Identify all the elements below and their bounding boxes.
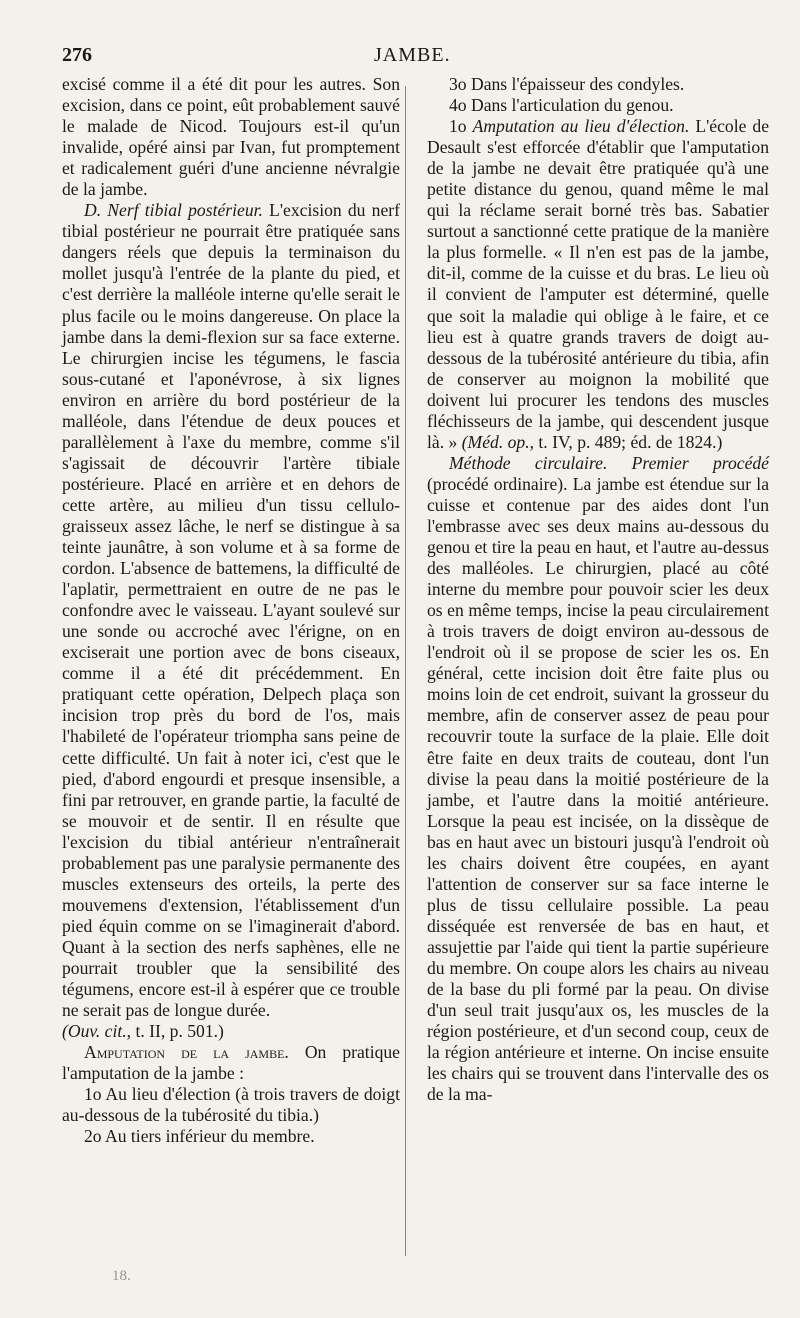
list-item-4: 4o Dans l'articulation du genou.: [449, 95, 674, 116]
page-header: [62, 44, 776, 70]
column-divider: [405, 86, 406, 1256]
right-column: [427, 74, 769, 1105]
citation-rest: , t. IV, p. 489; éd. de 1824.): [529, 431, 723, 452]
list-item-1: 1o Au lieu d'élection (à trois travers de doigt au-dessous de la tubérosité du tibia.): [62, 1084, 400, 1126]
citation-rest: , t. II, p. 501.): [126, 1021, 224, 1042]
running-head: JAMBE.: [374, 44, 451, 66]
citation-italic: (Méd. op.: [461, 431, 530, 452]
signature-mark: 18.: [112, 1268, 131, 1284]
section-number: 1o: [449, 116, 473, 137]
paragraph-lieu-election: [427, 116, 769, 453]
paragraph-amputation: [62, 1042, 400, 1084]
paragraph-body: On pratique l'amputation de la jambe :: [62, 1042, 400, 1084]
left-column: [62, 74, 400, 1147]
paragraph-body: L'école de Desault s'est efforcée d'établir que l'amputation de la jambe ne devait être pratiquée qu'à une petite distance du genou, quand même le mal qui la réclame serait borné très bas. Sabatier surtout a sanctionné cette pratique de la manière la plus formelle. « Il n'en est pas de la jambe, dit-il, comme de la cuisse et du bras. Le lieu où il convient de l'amputer est déterminé, quelle que soit la maladie qui oblige à le faire, et ce lieu est à quatre grands travers de doigt au-dessous de la tubérosité antérieure du tibia, afin de conserver au moignon la mobilité que doivent lui procurer les tendons des muscles fléchisseurs de la jambe, qui descendent jusque là. »: [427, 116, 770, 452]
citation-italic: (Ouv. cit.: [62, 1021, 127, 1042]
paragraph-methode-circulaire: [427, 453, 769, 1105]
list-item-2: 2o Au tiers inférieur du membre.: [84, 1126, 315, 1147]
section-heading-lieu-election: Amputation au lieu d'élection.: [472, 116, 690, 137]
page-number: 276: [62, 44, 92, 66]
paragraph-continuation: excisé comme il a été dit pour les autres. Son excision, dans ce point, eût probablement sauvé le malade de Nicod. Toujours est-il qu'un invalide, opéré ainsi par Ivan, fut promptement et radicalement guéri d'une ancienne névralgie de la jambe.: [62, 74, 400, 200]
section-heading-nerf-tibial: D. Nerf tibial postérieur.: [84, 200, 263, 221]
section-heading-amputation: Amputation de la jambe.: [84, 1042, 289, 1063]
paragraph-nerf-tibial: [62, 200, 400, 1042]
section-heading-methode-circulaire: Méthode circulaire. Premier procédé: [449, 452, 769, 473]
paragraph-body: (procédé ordinaire). La jambe est étendue sur la cuisse et contenue par des aides dont l'un l'embrasse avec ses deux mains au-dessous du genou et tire la peau en haut, et l'autre au-dessus des malléoles. Le chirurgien, placé au côté interne du membre pour pouvoir scier les deux os en même temps, incise la peau circulairement à trois travers de doigt environ au-dessous de l'endroit où il se propose de scier les os. En général, cette incision doit être faite plus ou moins loin de cet endroit, suivant la grosseur du membre, afin de conserver assez de peau pour recouvrir toute la surface de la plaie. Elle doit être faite en deux traits de couteau, dont l'un divise la peau dans la moitié postérieure de la jambe, et l'autre dans la moitié antérieure. Lorsque la peau est incisée, on la dissèque de bas en haut avec un bistouri jusqu'à l'endroit où les chairs doivent être coupées, en ayant l'attention de conserver sur sa face interne le plus de tissu cellulaire possible. La peau disséquée est renversée de bas en haut, et assujettie par l'aide qui tient la partie supérieure du membre. On coupe alors les chairs au niveau de la base du pli formé par la peau. On divise d'un seul trait jusqu'aux os, les muscles de la région postérieure, et d'un second coup, ceux de la région antérieure et interne. On incise ensuite les chairs qui se trouvent dans l'intervalle des os de la ma-: [427, 473, 769, 1105]
paragraph-body: L'excision du nerf tibial postérieur ne pourrait être pratiquée sans dangers réels que depuis la terminaison du mollet jusqu'à l'entrée de la plante du pied, et c'est derrière la malléole interne qu'elle serait le plus facile ou le moins dangereuse. On place la jambe dans la demi-flexion sur sa face externe. Le chirurgien incise les tégumens, le fascia sous-cutané et l'aponévrose, à six lignes environ en arrière du bord postérieur de la malléole, dans l'étendue de deux pouces et parallèlement à l'axe du membre, comme s'il s'agissait de découvrir l'artère tibiale postérieure. Placé en arrière et en dehors de cette artère, au milieu d'un tissu cellulo-graisseux assez lâche, le nerf se distingue à sa teinte jaunâtre, à son volume et à sa forme de cordon. L'absence de battemens, la difficulté de l'aplatir, permettraient en outre de ne pas le confondre avec le vaisseau. L'ayant soulevé sur une sonde ou accroché avec l'érigne, on en exciserait une portion avec de bons ciseaux, comme il a été dit précédemment. En pratiquant cette opération, Delpech plaça son incision trop près du bord de l'os, mais l'habileté de l'opérateur triompha sans peine de cette difficulté. Un fait à noter ici, c'est que le pied, d'abord engourdi et presque insensible, a fini par retrouver, en grande partie, la faculté de se mouvoir et de sentir. Il en résulte que l'excision du tibial antérieur n'entraînerait probablement pas une paralysie permanente des muscles extenseurs des orteils, la perte des mouvemens d'extension, l'établissement d'un pied équin comme on se l'imaginerait d'abord. Quant à la section des nerfs saphènes, elle ne pourrait troubler que la sensibilité des tégumens, encore est-il à espérer que ce trouble ne serait pas de longue durée.: [62, 200, 400, 1021]
list-item-3: 3o Dans l'épaisseur des condyles.: [449, 74, 685, 94]
